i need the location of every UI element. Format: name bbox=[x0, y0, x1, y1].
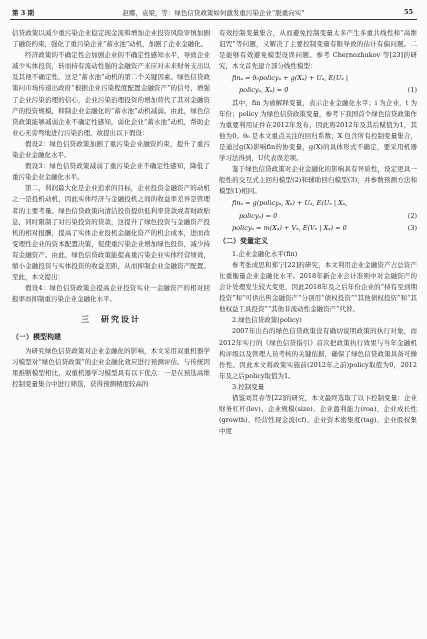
equation-number: (1) bbox=[407, 86, 417, 95]
equation-2-line-2: policyₐ) = 0 bbox=[239, 211, 278, 220]
variable-heading: 2.绿色信贷政策(policy) bbox=[232, 316, 302, 325]
issue-number: 第 3 期 bbox=[12, 9, 35, 17]
paragraph: 参考张成思和郑宁[22]的研究，本文利用企业金融资产占总资产比重衡量企业金融化水平。2018年新企业会计准则中对金融资产的会计处理发生较大变更，因此2018年及之后年份企业的“持有至到期投资”和“可供出售金融资产”分别用“债权投资”“其他债权投资”和“其他权益工具投资”“其他非流动性金融资产”代替。 bbox=[219, 260, 417, 314]
equation-number: (3) bbox=[407, 223, 417, 232]
paragraph: 有效控制变量集合，从而避免控制变量太多产生多重共线性和“高维诅咒”等问题，又解决了主要控制变量有限导致的估计有偏问题。二是能够有效避免模型设误问题。参考 Chernozhukov 等[23]的研究，本文首先建立部分线性模型： bbox=[219, 29, 417, 71]
paragraph: 第二，利润最大化是企业追求的目标，企业投资金融资产的动机之一是投机动机，因此实体经济与金融投机之间的收益率差异是管理者的主要考量。绿色信贷政策向清洁投资提供低利率贷款或者财政贴息，同时限制了对污染投资的贷款，这提升了绿色投资与金融资产投机的相对报酬，提高了实体企业投机金融化资产的机会成本，进而改变理性企业的资本配置决策，促使重污染企业增加绿色投资，减少持有金融资产。由此，绿色信贷政策能提高重污染企业实体经营绩效，缩小金融投资与实体投资的收益差距，从而抑制企业金融资产配置。至此，本文提出： bbox=[12, 184, 210, 282]
equation-3 bbox=[232, 223, 417, 234]
subsection-title: （一）模型构建 bbox=[12, 333, 61, 342]
paragraph: 2007年出台的绿色信贷政策没有确切说明政策的执行对象，而2012年实行的《绿色信贷指引》首次把政策执行效果与当年金融机构评级以及管理人员考核的关键依据，确保了绿色信贷政策具备可操作性。因此本文将政策实施前(2012年之前)policy取值为0，2012年及之后policy取值为1。 bbox=[219, 327, 417, 380]
left-column bbox=[12, 28, 210, 390]
variable-heading: 1.企业金融化水平(fin) bbox=[232, 249, 298, 258]
paragraph: 鉴于绿色信贷政策对企业金融化的影响具有异质性，设定更具一般性的交互式主回归模型(2)和辅助回归模型(3)，并参数预测方法和模型(1)相同。 bbox=[219, 165, 417, 196]
hypothesis-2: 假设2：绿色信贷政策加剧了重污染企业融资约束，提升了重污染企业金融化水平。 bbox=[12, 139, 210, 160]
hypothesis-3: 假设3：绿色信贷政策减弱了重污染企业不确定性感知，降低了重污染企业金融化水平。 bbox=[12, 162, 210, 182]
equation-1 bbox=[232, 73, 417, 84]
equation-1-line-1: finₐ = θ₀policyₐ + g(Xₐ) + Uₐ, E(Uₐ | bbox=[232, 74, 349, 83]
paragraph: 信贷政策以减少重污染企业稳定现金流和增加企业投资风险审慎加剧了融资约束，强化了重污染企业“蓄水池”动机，加剧了企业金融化。 bbox=[12, 29, 210, 49]
hypothesis-4: 假设4：绿色信贷政策会提高企业投资实业一金融资产的相对回报率而抑制重污染企业金融化水平。 bbox=[12, 284, 210, 304]
equation-number: (2) bbox=[407, 211, 417, 220]
equation-2 bbox=[232, 198, 417, 209]
right-column bbox=[219, 28, 417, 437]
equation-2-line-1: finₐ = g(policyₐ, Xₐ) + Uₐ, E(Uₐ | Xₐ, bbox=[232, 199, 348, 208]
paragraph: 借鉴刘贯春等[22]的研究，本文最终选取了以下控制变量：企业财务杠杆(lev)、企业规模(size)、企业盈利能力(roa)、企业成长性(growth)、经营性现金流(cf)、企业资本密集度(tag)、企业股权集中度 bbox=[219, 394, 417, 436]
running-title: 赵娜，袁梁，等：绿色信贷政策如何激发重污染企业“脱重向实” bbox=[122, 9, 305, 17]
section-title: 三 研究设计 bbox=[81, 315, 141, 325]
header-rule bbox=[10, 19, 417, 20]
running-header bbox=[0, 0, 427, 22]
variable-heading: 3.控制变量 bbox=[232, 382, 265, 391]
equation-1-line-2: policyₐ, Xₐ) = 0 bbox=[239, 86, 289, 95]
page-number: 55 bbox=[403, 8, 413, 16]
equation-1-cont bbox=[239, 85, 417, 96]
paragraph: 为研究绿色信贷政策对企业金融化的影响，本文采用双重机器学习模型对“绿色信贷政策”的企业金融化效应进行预测评估。与传统因果推断模型相比，双重机器学习模型具有以下优点：一是在预选高维控制变量集合中进行筛选，获得预测精度较高的 bbox=[12, 346, 210, 388]
paragraph: 其中，fin 为被解释变量，表示企业金融化水平；i 为企业，t 为年份；policy 为绿色信贷政策变量，参考下我国首个绿色信贷政策作为重要利用证件在2012年发布，因此将2012年及其后赋值为1，其他为0。θ₀ 是本文重点关注的回归系数；X 包含所有控制变量集合，是通过g(X)影响fin的协变量，g(X)的具体形式不确定，要采用机器学习法得到，U代表误差项。 bbox=[219, 98, 417, 163]
subsection-title: （二）变量定义 bbox=[219, 236, 268, 245]
equation-2-cont bbox=[239, 211, 417, 222]
equation-3-body: policyₐ = m(Xₐ) + Vₐ, E(Vₐ | Xₐ) = 0 bbox=[232, 223, 347, 232]
paragraph: 经济政策的不确定性会加剧企业的不确定性感知水平，导致企业减少实体投资，转而持有流动性强的金融资产来应对未来财务支出以及其他不确定性，这是“蓄水池”动机的第二个关键因素。绿色信贷政策问市场传递出政府“根据企业污染程度配置金融资产”的信号，增强了企业污染治理的信心，企业污染治理投资的增加替代了其对金融资产的投资规模，抑制企业金融化的“蓄水池”动机减弱。由此，绿色信贷政策能够减弱企业不确定性感知，弱化企业“蓄水池”动机，帮助企业心无旁骛地进行污染治理。故提出以下假设： bbox=[12, 51, 210, 137]
